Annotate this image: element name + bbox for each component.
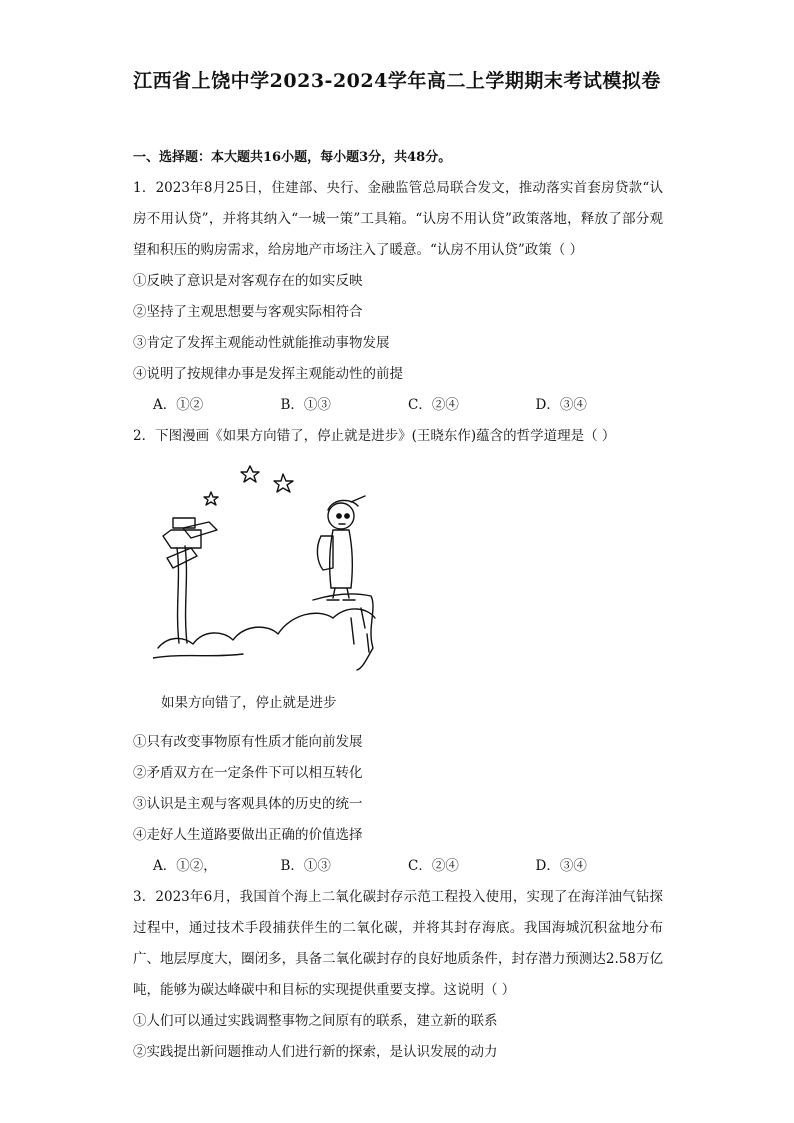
q2-statement-2: ②矛盾双方在一定条件下可以相互转化 [133, 765, 363, 781]
q1-choice-d[interactable]: D．③④ [535, 397, 587, 413]
q1-statement-1: ①反映了意识是对客观存在的如实反映 [133, 273, 363, 289]
q3-statement-2: ②实践提出新问题推动人们进行新的探索，是认识发展的动力 [133, 1044, 498, 1060]
cartoon-illustration [153, 458, 513, 688]
q2-statement-1: ①只有改变事物原有性质才能向前发展 [133, 734, 363, 750]
q2-choice-b[interactable]: B．①③ [280, 858, 331, 874]
cartoon-figure [153, 458, 513, 688]
q2-choice-c[interactable]: C．②④ [408, 858, 459, 874]
q2-choice-d[interactable]: D．③④ [535, 858, 587, 874]
q2-choices [153, 851, 663, 882]
q1-choice-c[interactable]: C．②④ [408, 397, 459, 413]
q2-statement-3: ③认识是主观与客观具体的历史的统一 [133, 796, 363, 812]
q1-choices [153, 390, 663, 421]
q1-choice-a[interactable]: A．①② [153, 397, 204, 413]
q1-statement-2: ②坚持了主观思想要与客观实际相符合 [133, 304, 363, 320]
star-icon [241, 466, 259, 482]
q2-choice-a[interactable]: A．①②， [153, 858, 217, 874]
page-title: 江西省上饶中学2023-2024学年高二上学期期末考试模拟卷 [133, 70, 661, 92]
cartoon-caption: 如果方向错了，停止就是进步 [161, 695, 337, 711]
star-icon [204, 492, 218, 505]
question-body [133, 142, 663, 1068]
q3-stem: 3．2023年6月，我国首个海上二氧化碳封存示范工程投入使用，实现了在海洋油气钻探过程中，通过技术手段捕获伴生的二氧化碳，并将其封存海底。我国海城沉积盆地分布广、地层厚度大，圈闭多，具备二氧化碳封存的良好地质条件，封存潜力预测达2.58万亿吨，能够为碳达峰碳中和目标的实现提供重要支撑。这说明（ ） [133, 889, 663, 998]
signpost-icon [177, 546, 187, 643]
q3-statement-1: ①人们可以通过实践调整事物之间原有的联系，建立新的联系 [133, 1013, 498, 1029]
q1-stem: 1．2023年8月25日，住建部、央行、金融监管总局联合发文，推动落实首套房贷款“认房不用认贷”，并将其纳入“一城一策”工具箱。“认房不用认贷”政策落地，释放了部分观望和积压的购房需求，给房地产市场注入了暖意。“认房不用认贷”政策（ ） [133, 180, 663, 258]
q1-statement-3: ③肯定了发挥主观能动性就能推动事物发展 [133, 335, 390, 351]
q2-statement-4: ④走好人生道路要做出正确的价值选择 [133, 827, 363, 843]
section-heading: 一、选择题：本大题共16小题，每小题3分，共48分。 [133, 150, 452, 165]
q2-stem: 2．下图漫画《如果方向错了，停止就是进步》(王晓东作)蕴含的哲学道理是（ ） [133, 428, 616, 444]
star-icon [274, 474, 293, 492]
q1-statement-4: ④说明了按规律办事是发挥主观能动性的前提 [133, 366, 403, 382]
q1-choice-b[interactable]: B．①③ [280, 397, 331, 413]
